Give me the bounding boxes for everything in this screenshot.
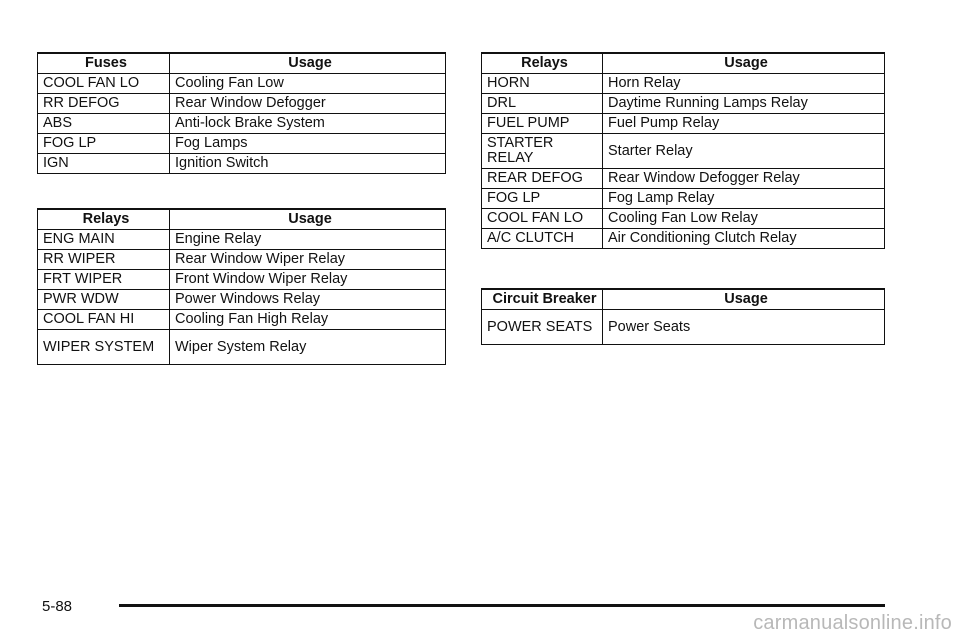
table-row (38, 310, 446, 330)
fuse-usage: Cooling Fan Low (170, 74, 446, 94)
column-header-circuit-breaker: Circuit Breaker (482, 289, 603, 310)
column-header-fuses: Fuses (38, 53, 170, 74)
breaker-usage: Power Seats (603, 310, 885, 345)
relay-code: FOG LP (482, 189, 603, 209)
table-row (482, 169, 885, 189)
fuse-code: RR DEFOG (38, 94, 170, 114)
table-row (38, 114, 446, 134)
circuit-breaker-table (481, 288, 885, 345)
table-row (38, 230, 446, 250)
table-row (38, 250, 446, 270)
relay-usage: Cooling Fan High Relay (170, 310, 446, 330)
relay-usage: Horn Relay (603, 74, 885, 94)
relay-usage: Rear Window Wiper Relay (170, 250, 446, 270)
table-row (38, 134, 446, 154)
relay-code: REAR DEFOG (482, 169, 603, 189)
fuse-usage: Fog Lamps (170, 134, 446, 154)
breaker-code: POWER SEATS (482, 310, 603, 345)
table-row (482, 310, 885, 345)
relay-usage: Front Window Wiper Relay (170, 270, 446, 290)
table-row (482, 94, 885, 114)
fuse-code: ABS (38, 114, 170, 134)
footer-divider (119, 604, 885, 607)
column-header-usage: Usage (170, 53, 446, 74)
watermark: carmanualsonline.info (753, 612, 952, 634)
relay-code: COOL FAN HI (38, 310, 170, 330)
table-header-row (38, 53, 446, 74)
relay-usage: Power Windows Relay (170, 290, 446, 310)
relay-code: STARTER RELAY (482, 134, 603, 169)
table-header-row (38, 209, 446, 230)
column-header-relays: Relays (482, 53, 603, 74)
relay-usage: Engine Relay (170, 230, 446, 250)
table-row (482, 209, 885, 229)
table-row (38, 270, 446, 290)
column-header-usage: Usage (603, 53, 885, 74)
relay-usage: Wiper System Relay (170, 330, 446, 365)
relays-right-table (481, 52, 885, 249)
table-row (38, 74, 446, 94)
relays-left-table (37, 208, 446, 365)
fuses-table (37, 52, 446, 174)
relay-code: PWR WDW (38, 290, 170, 310)
table-row (38, 330, 446, 365)
table-header-row (482, 289, 885, 310)
relay-code: ENG MAIN (38, 230, 170, 250)
table-row (38, 290, 446, 310)
table-header-row (482, 53, 885, 74)
relay-usage: Cooling Fan Low Relay (603, 209, 885, 229)
fuse-code: COOL FAN LO (38, 74, 170, 94)
fuse-code: FOG LP (38, 134, 170, 154)
page-number: 5-88 (42, 598, 73, 615)
table-row (482, 114, 885, 134)
fuse-code: IGN (38, 154, 170, 174)
relay-code: COOL FAN LO (482, 209, 603, 229)
relay-code: A/C CLUTCH (482, 229, 603, 249)
relay-usage: Fuel Pump Relay (603, 114, 885, 134)
table-row (38, 154, 446, 174)
table-row (482, 229, 885, 249)
relay-code: WIPER SYSTEM (38, 330, 170, 365)
relay-code: HORN (482, 74, 603, 94)
relay-usage: Rear Window Defogger Relay (603, 169, 885, 189)
relay-code: FRT WIPER (38, 270, 170, 290)
relay-usage: Starter Relay (603, 134, 885, 169)
relay-code: RR WIPER (38, 250, 170, 270)
table-row (38, 94, 446, 114)
relay-code: DRL (482, 94, 603, 114)
table-row (482, 189, 885, 209)
column-header-relays: Relays (38, 209, 170, 230)
relay-usage: Daytime Running Lamps Relay (603, 94, 885, 114)
relay-code: FUEL PUMP (482, 114, 603, 134)
fuse-usage: Rear Window Defogger (170, 94, 446, 114)
fuse-usage: Anti-lock Brake System (170, 114, 446, 134)
fuse-usage: Ignition Switch (170, 154, 446, 174)
table-row (482, 74, 885, 94)
relay-usage: Fog Lamp Relay (603, 189, 885, 209)
relay-usage: Air Conditioning Clutch Relay (603, 229, 885, 249)
column-header-usage: Usage (603, 289, 885, 310)
table-row (482, 134, 885, 169)
column-header-usage: Usage (170, 209, 446, 230)
